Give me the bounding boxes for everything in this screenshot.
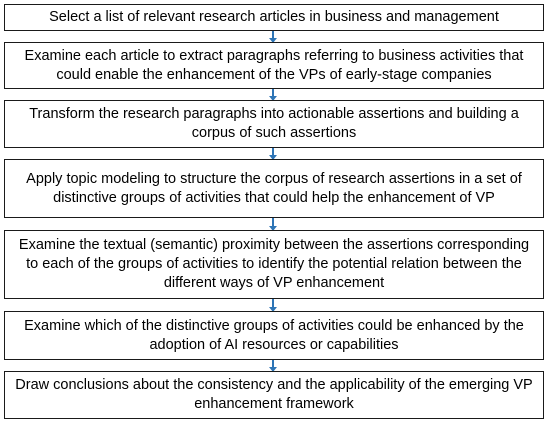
arrow-5-to-6 bbox=[272, 299, 274, 311]
step-2-box bbox=[4, 42, 544, 89]
step-3-text: Transform the research paragraphs into actionable assertions and building a corpus of such assertions bbox=[29, 106, 519, 141]
step-2-text: Examine each article to extract paragraphs referring to business activities that could enable the enhancement of the VPs of early-stage companies bbox=[24, 47, 524, 83]
step-1-box bbox=[4, 4, 544, 31]
step-1-text: Select a list of relevant research articles in business and management bbox=[49, 9, 499, 25]
step-6-text: Examine which of the distinctive groups of activities could be enhanced by the adoption of AI resources or capabilities bbox=[24, 317, 524, 353]
arrow-6-to-7 bbox=[272, 360, 274, 371]
step-4-box bbox=[4, 159, 544, 218]
arrow-1-to-2 bbox=[272, 31, 274, 42]
arrow-2-to-3 bbox=[272, 89, 274, 100]
step-5-text: Examine the textual (semantic) proximity between the assertions corresponding to each of the groups of activities to identify the potential relation between the different ways of VP enhancement bbox=[18, 237, 530, 291]
step-3-box bbox=[4, 100, 544, 148]
step-4-text: Apply topic modeling to structure the corpus of research assertions in a set of distinctive groups of activities that could help the enhancement of VP bbox=[26, 170, 522, 206]
arrow-3-to-4 bbox=[272, 148, 274, 159]
step-5-box bbox=[4, 230, 544, 299]
step-7-box bbox=[4, 371, 544, 419]
step-6-box bbox=[4, 311, 544, 360]
arrow-4-to-5 bbox=[272, 218, 274, 230]
step-7-text: Draw conclusions about the consistency and the applicability of the emerging VP enhancement framework bbox=[15, 377, 533, 412]
